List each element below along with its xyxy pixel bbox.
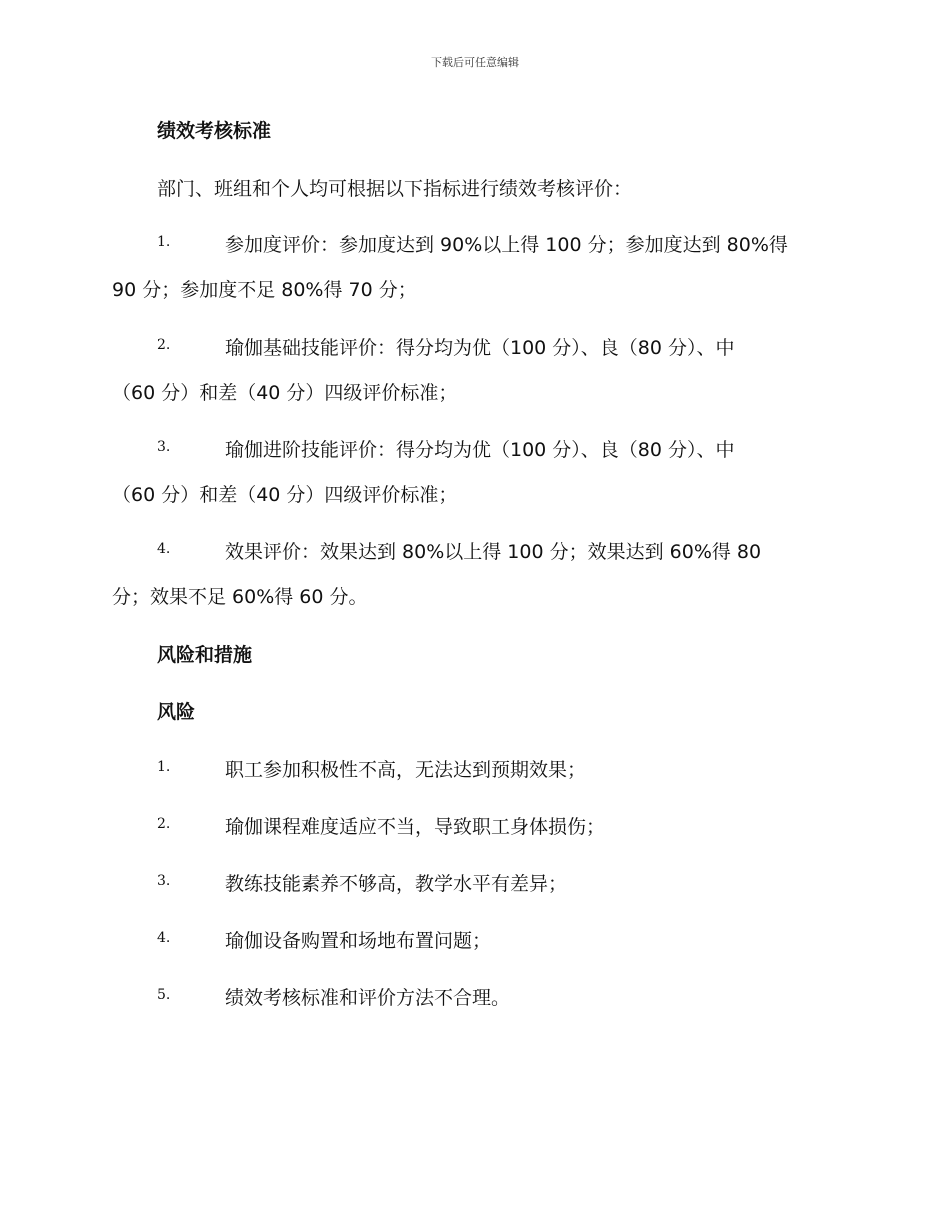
- list-item-number: 5.: [157, 987, 171, 1003]
- list-item-line1: 瑜伽进阶技能评价：得分均为优（100 分）、良（80 分）、中: [225, 439, 735, 461]
- list-item-line1: 参加度评价：参加度达到 90%以上得 100 分；参加度达到 80%得: [225, 234, 788, 256]
- list-item-text: 教练技能素养不够高，教学水平有差异；: [225, 873, 568, 895]
- list-item-line1: 瑜伽基础技能评价：得分均为优（100 分）、良（80 分）、中: [225, 337, 735, 359]
- list-item-number: 1.: [157, 234, 171, 250]
- list-item-line2: 90 分；参加度不足 80%得 70 分；: [112, 279, 417, 301]
- header-note: 下载后可任意编辑: [431, 56, 519, 69]
- subsection-title-risks: 风险: [157, 701, 196, 723]
- list-item-number: 2.: [157, 816, 171, 832]
- list-item-text: 瑜伽课程难度适应不当，导致职工身体损伤；: [225, 816, 606, 838]
- list-item-text: 瑜伽设备购置和场地布置问题；: [225, 930, 492, 952]
- list-item-number: 1.: [157, 759, 171, 775]
- list-item-number: 2.: [157, 337, 171, 353]
- list-item-number: 3.: [157, 873, 171, 889]
- list-item-line2: （60 分）和差（40 分）四级评价标准；: [112, 484, 458, 506]
- list-item-text: 职工参加积极性不高，无法达到预期效果；: [225, 759, 587, 781]
- section-title-performance: 绩效考核标准: [157, 120, 272, 142]
- list-item-line2: 分；效果不足 60%得 60 分。: [112, 586, 368, 608]
- list-item-text: 绩效考核标准和评价方法不合理。: [225, 987, 511, 1009]
- section-title-risks-measures: 风险和措施: [157, 644, 253, 666]
- list-item-number: 3.: [157, 439, 171, 455]
- list-item-number: 4.: [157, 541, 171, 557]
- list-item-number: 4.: [157, 930, 171, 946]
- list-item-line1: 效果评价：效果达到 80%以上得 100 分；效果达到 60%得 80: [225, 541, 762, 563]
- intro-paragraph: 部门、班组和个人均可根据以下指标进行绩效考核评价：: [157, 178, 633, 200]
- list-item-line2: （60 分）和差（40 分）四级评价标准；: [112, 382, 458, 404]
